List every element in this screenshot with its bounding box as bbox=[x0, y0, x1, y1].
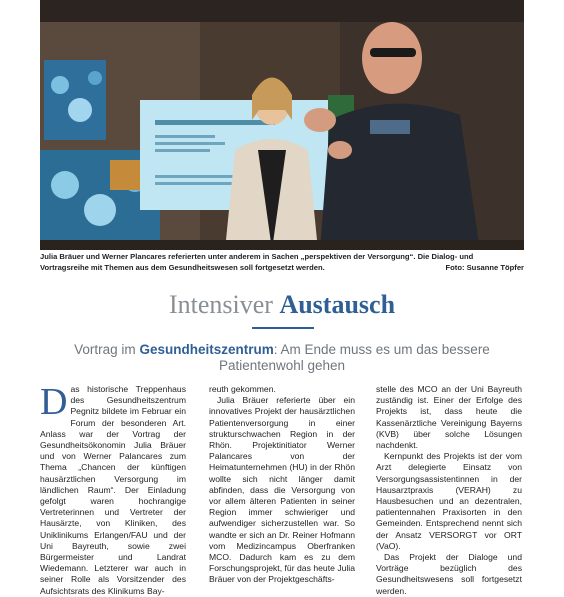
subheadline bbox=[60, 342, 504, 374]
paragraph bbox=[40, 381, 186, 597]
subhead-rest: : Am Ende muss es um das bessere Patientenwohl gehen bbox=[218, 342, 490, 373]
article-column-1 bbox=[40, 381, 186, 597]
paragraph-text: as historische Treppenhaus des Gesundheitszentrum Pegnitz bildete im Februar ein Forum der besonderen Art. Anlass war der Vortrag der Gesundheitsökonomin Julia Bräuer und von Werner Palancares zum Thema „Chancen der künftigen hausärztlichen Versorgung im ländlichen Raum“. Der Einladung gefolgt waren hochrangige Vertreterinnen und Vertreter der Hausärzte, von Kliniken, des Uniklinikums Erlangen/FAU und der Uni Bayreuth, sowie zwei Bürgermeister und Landrat Wiedemann. Letzterer war auch in seiner Rolle als Vorsitzender des Aufsichtsrats des Klinikums Bay- bbox=[40, 384, 186, 596]
caption-text: Julia Bräuer und Werner Plancares referierten unter anderem in Sachen „perspektiven der Versorgung“. Die Dialog- und Vortragsreihe mit Themen aus dem Gesundheitswesen soll fortgesetzt werden. bbox=[40, 252, 474, 272]
screen-title-bar bbox=[155, 120, 275, 125]
paragraph: Kernpunkt des Projekts ist der vom Arzt delegierte Einsatz von Versorgungsassistentinnen in der Hausarztpraxis (VERAH) zu Hausbesuchen und an dezentralen, patientennahen Praxisorten in den Gemeinden. Entsprechend nennt sich der Ansatz VERSORGT vor ORT (VaO). bbox=[376, 451, 522, 551]
paragraph: stelle des MCO an der Uni Bayreuth zuständig ist. Einer der Erfolge des Projekts ist, dass heute die Kassenärztliche Vereinigung Bayerns (KVB) über solche Lösungen nachdenkt. bbox=[376, 384, 522, 451]
subhead-highlight: Gesundheitszentrum bbox=[139, 342, 274, 357]
paragraph: reuth gekommen. bbox=[209, 384, 276, 394]
drop-cap: D bbox=[40, 381, 68, 423]
photo-credit: Foto: Susanne Töpfer bbox=[445, 262, 524, 272]
article-photo bbox=[40, 0, 524, 250]
event-photo-icon bbox=[40, 0, 524, 250]
photo-caption bbox=[40, 252, 524, 273]
article-column-2 bbox=[209, 384, 355, 586]
paragraph: Das Projekt der Dialoge und Vorträge bezüglich des Gesundheitswesens soll fortgesetzt werden. bbox=[376, 552, 522, 596]
article-column-3 bbox=[376, 384, 522, 597]
subhead-lead: Vortrag im bbox=[74, 342, 140, 357]
paragraph: Julia Bräuer referierte über ein innovatives Projekt der hausärztlichen Patientenversorgung in einer strukturschwachen Region in der Rhön. Projektinitiator Werner Palancares von der Heimatunternehmen (HU) in der Rhön wollte sich nicht länger damit abfinden, dass die Versorgung von vor allem älteren Patienten in seiner Region immer schwieriger und aufwendiger sicherzustellen war. So wandte er sich an Dr. Reiner Hofmann vom Medizincampus Oberfranken MCO. Dadurch kam es zu dem Forschungsprojekt, für das heute Julia Bräuer von der Projektgeschäfts- bbox=[209, 395, 355, 585]
headline-rule bbox=[252, 327, 314, 329]
headline-word-2: Austausch bbox=[279, 290, 396, 319]
headline-word-1: Intensiver bbox=[168, 290, 273, 319]
headline bbox=[0, 289, 564, 321]
